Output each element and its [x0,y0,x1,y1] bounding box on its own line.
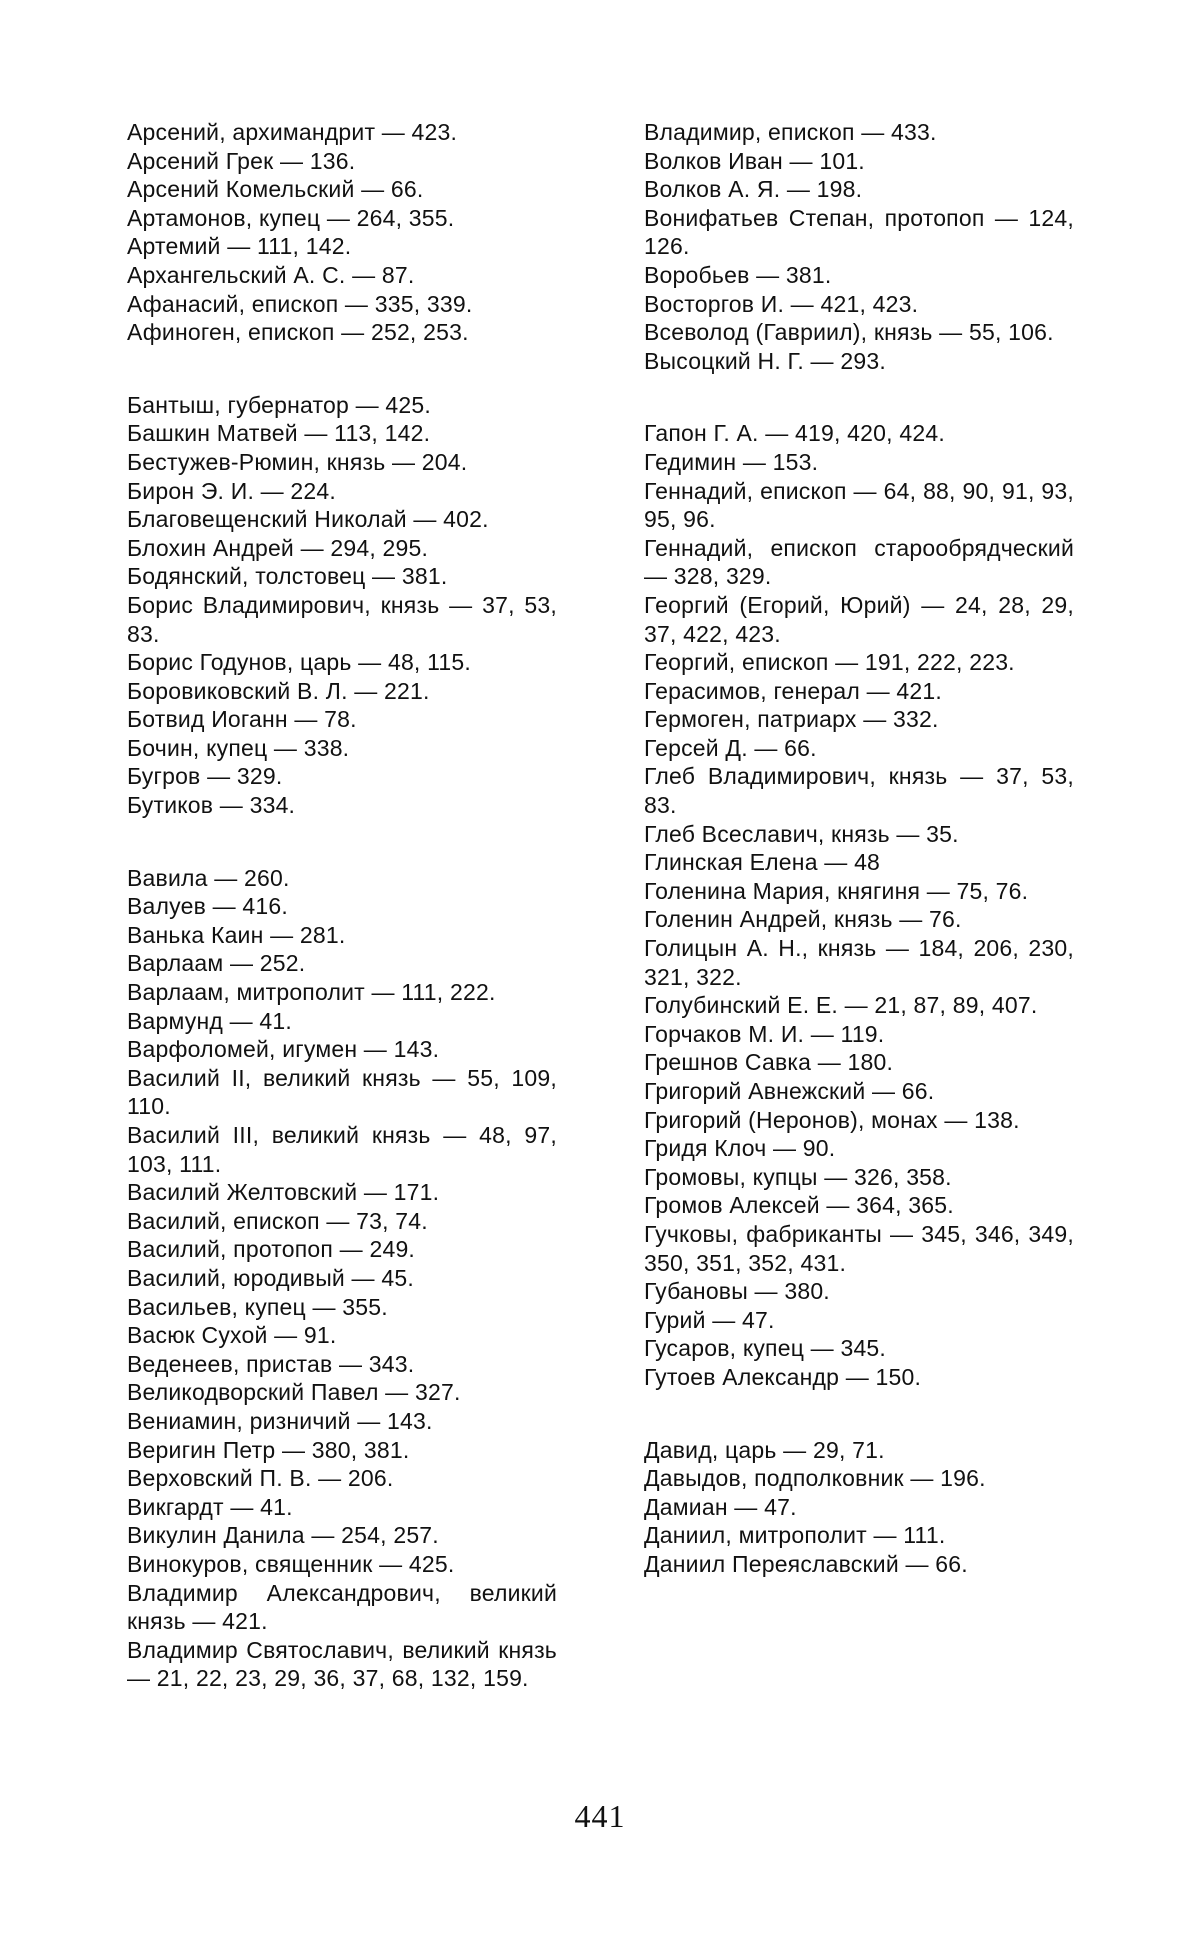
index-entry: Бочин, купец — 338. [127,734,350,761]
index-entry: Георгий (Егорий, Юрий) — 24, 28, 29, 37, 422, 423. [644,591,1074,647]
index-entry: Благовещенский Николай — 402. [127,506,489,533]
index-entry: Василий II, великий князь — 55, 109, 110. [127,1064,557,1120]
index-entry: Голубинский Е. Е. — 21, 87, 89, 407. [644,992,1038,1019]
index-entry: Бугров — 329. [127,763,283,790]
index-entry: Гедимин — 153. [644,448,819,475]
index-letter-group [127,118,557,347]
index-entry: Воробьев — 381. [644,261,832,288]
index-entry: Герсей Д. — 66. [644,734,817,761]
index-entry: Вавила — 260. [127,864,290,891]
index-entry: Викулин Данила — 254, 257. [127,1522,439,1549]
index-entry: Геннадий, епископ — 64, 88, 90, 91, 93, 95, 96. [644,477,1074,533]
index-entry: Бантыш, губернатор — 425. [127,391,431,418]
index-entry: Афиноген, епископ — 252, 253. [127,319,469,346]
index-entry: Бирон Э. И. — 224. [127,477,336,504]
index-entry: Губановы — 380. [644,1278,830,1305]
index-entry: Грешнов Савка — 180. [644,1049,894,1076]
index-entry: Григорий (Неронов), монах — 138. [644,1106,1020,1133]
page-number: 441 [574,1798,626,1834]
index-entry: Даниил Переяславский — 66. [644,1550,968,1577]
index-entry: Арсений, архимандрит — 423. [127,119,458,145]
index-entry: Георгий, епископ — 191, 222, 223. [644,649,1015,676]
index-letter-group [644,419,1074,1391]
index-entry: Высоцкий Н. Г. — 293. [644,347,886,374]
index-entry: Глеб Владимирович, князь — 37, 53, 83. [644,763,1074,819]
index-entry: Гучковы, фабриканты — 345, 346, 349, 350, 351, 352, 431. [644,1220,1074,1276]
index-entry: Блохин Андрей — 294, 295. [127,534,429,561]
index-entry: Гурий — 47. [644,1306,775,1333]
index-entry: Викгардт — 41. [127,1493,293,1520]
index-entry: Бодянский, толстовец — 381. [127,563,448,590]
index-column-left [127,118,557,1693]
index-entry: Вениамин, ризничий — 143. [127,1407,433,1434]
index-entry: Владимир, епископ — 433. [644,119,937,145]
section-gap [644,1392,1074,1436]
index-entry: Дамиан — 47. [644,1493,797,1520]
index-entry: Веригин Петр — 380, 381. [127,1436,410,1463]
index-entry: Афанасий, епископ — 335, 339. [127,290,473,317]
index-entry: Гермоген, патриарх — 332. [644,706,939,733]
index-entry: Голицын А. Н., князь — 184, 206, 230, 321, 322. [644,935,1074,990]
section-gap [127,347,557,391]
index-entry: Башкин Матвей — 113, 142. [127,420,431,447]
index-entry: Григорий Авнежский — 66. [644,1078,935,1104]
index-entry: Васюк Сухой — 91. [127,1322,337,1349]
section-gap [644,375,1074,419]
index-letter-group [127,391,557,820]
index-entry: Громовы, купцы — 326, 358. [644,1163,952,1190]
index-entry: Великодворский Павел — 327. [127,1379,461,1406]
index-entry: Ботвид Иоганн — 78. [127,706,357,733]
index-entry: Архангельский А. С. — 87. [127,261,415,288]
index-entry: Вармунд — 41. [127,1007,292,1034]
index-entry: Васильев, купец — 355. [127,1293,388,1320]
index-entry: Даниил, митрополит — 111. [644,1522,946,1549]
index-column-right [644,118,1074,1579]
index-entry: Василий, епископ — 73, 74. [127,1207,428,1234]
index-entry: Всеволод (Гавриил), князь — 55, 106. [644,319,1054,346]
index-entry: Артамонов, купец — 264, 355. [127,204,455,231]
index-entry: Гусаров, купец — 345. [644,1335,887,1362]
index-entry: Борис Владимирович, князь — 37, 53, 83. [127,591,557,647]
index-entry: Голенина Мария, княгиня — 75, 76. [644,877,1029,904]
index-entry: Бутиков — 334. [127,792,296,819]
section-gap [127,820,557,864]
index-letter-group [644,118,1074,375]
index-entry: Арсений Комельский — 66. [127,176,424,203]
index-entry: Борис Годунов, царь — 48, 115. [127,649,471,676]
index-entry: Давыдов, подполковник — 196. [644,1465,986,1492]
index-entry: Арсений Грек — 136. [127,147,356,174]
index-entry: Варлаам — 252. [127,950,306,977]
index-entry: Волков Иван — 101. [644,147,865,174]
index-entry: Гапон Г. А. — 419, 420, 424. [644,420,945,447]
index-entry: Василий Желтовский — 171. [127,1179,440,1206]
index-entry: Владимир Александрович, великий князь — 421. [127,1579,557,1635]
index-entry: Восторгов И. — 421, 423. [644,290,919,317]
index-entry: Ванька Каин — 281. [127,921,346,948]
index-entry: Волков А. Я. — 198. [644,176,863,203]
index-entry: Геннадий, епископ старообрядческий — 328, 329. [644,534,1074,590]
index-entry: Винокуров, священник — 425. [127,1550,455,1577]
index-entry: Валуев — 416. [127,893,288,920]
index-entry: Варлаам, митрополит — 111, 222. [127,979,496,1006]
index-entry: Голенин Андрей, князь — 76. [644,906,962,933]
index-entry: Боровиковский В. Л. — 221. [127,677,430,704]
index-entry: Гутоев Александр — 150. [644,1363,922,1390]
index-entry: Верховский П. В. — 206. [127,1465,394,1492]
index-entry: Веденеев, пристав — 343. [127,1350,415,1377]
index-entry: Глинская Елена — 48 [644,849,881,876]
index-entry: Гридя Клоч — 90. [644,1135,836,1162]
index-entry: Вонифатьев Степан, протопоп — 124, 126. [644,204,1074,260]
index-entry: Василий III, великий князь — 48, 97, 103, 111. [127,1122,557,1177]
index-entry: Горчаков М. И. — 119. [644,1020,885,1047]
index-entry: Василий, протопоп — 249. [127,1236,416,1263]
index-entry: Громов Алексей — 364, 365. [644,1192,954,1219]
index-letter-group [644,1436,1074,1579]
index-entry: Герасимов, генерал — 421. [644,677,942,704]
index-entry: Давид, царь — 29, 71. [644,1436,885,1463]
index-letter-group [127,864,557,1693]
index-entry: Глеб Всеславич, князь — 35. [644,820,959,847]
index-entry: Артемий — 111, 142. [127,233,352,260]
index-entry: Варфоломей, игумен — 143. [127,1036,440,1063]
index-entry: Владимир Святославич, великий князь — 21, 22, 23, 29, 36, 37, 68, 132, 159. [127,1636,557,1692]
index-entry: Василий, юродивый — 45. [127,1264,414,1291]
index-entry: Бестужев-Рюмин, князь — 204. [127,448,468,475]
